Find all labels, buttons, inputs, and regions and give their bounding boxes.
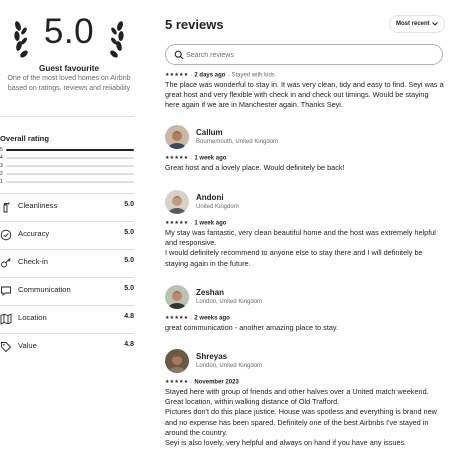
review-text xyxy=(165,163,445,173)
star-rating: ★★★★★ xyxy=(165,72,189,78)
rating-bar-label: 2 xyxy=(0,171,3,177)
reviewer-name: Shreyas xyxy=(196,352,228,361)
star-rating: ★★★★★ xyxy=(165,379,189,385)
separator-dot: · xyxy=(190,72,193,79)
rating-bar-row xyxy=(0,162,134,170)
search-reviews-input[interactable] xyxy=(186,49,426,61)
review-item xyxy=(165,349,445,448)
review-date: November 2023 xyxy=(194,379,239,386)
reviewer-location: London, United Kingdom xyxy=(196,363,263,369)
review-paragraph: The place was wonderful to stay in. It was very clean, tidy and easy to find. Seyi was a great host and very flexible with check in and check out timings. Would be staying here again if we are in Manchester again. Thanks Seyi. xyxy=(165,80,444,110)
review-paragraph: Great host and a lovely place. Would definitely be back! xyxy=(165,163,345,172)
review-item xyxy=(165,285,445,333)
category-label: Cleanliness xyxy=(18,201,58,210)
category-score: 4.8 xyxy=(124,313,134,320)
rating-bar-label: 1 xyxy=(0,179,3,185)
category-rating-accuracy xyxy=(0,221,134,249)
category-label: Location xyxy=(18,313,47,322)
star-rating: ★★★★★ xyxy=(165,155,189,161)
category-rating-cleanliness xyxy=(0,193,134,221)
review-date: 1 week ago xyxy=(194,155,227,162)
rating-bar-row xyxy=(0,146,134,154)
category-score: 5.0 xyxy=(124,201,134,208)
rating-distribution xyxy=(0,146,134,186)
rating-bar-label: 3 xyxy=(0,163,3,169)
review-meta xyxy=(165,70,445,80)
review-paragraph: My stay was fantastic, very clean beautiful home and the host was extremely helpful and responsive. xyxy=(165,228,436,248)
separator-dot: · xyxy=(190,315,193,322)
guest-favourite-description: One of the most loved homes on Airbnb based on ratings, reviews and reliability xyxy=(7,75,131,92)
review-text xyxy=(165,323,445,333)
laurel-right-icon xyxy=(106,16,126,60)
overall-rating-title: Overall rating xyxy=(0,134,49,143)
rating-bar-row xyxy=(0,170,134,178)
rating-bar-fill xyxy=(6,149,134,151)
star-rating: ★★★★★ xyxy=(165,315,189,321)
reviewer-name: Callum xyxy=(196,128,223,137)
avatar[interactable] xyxy=(165,190,189,214)
rating-bar-label: 5 xyxy=(0,147,3,153)
category-rating-location xyxy=(0,305,134,333)
review-paragraph: Seyi is also lovely, very helpful and always on hand if you have any issues. xyxy=(165,438,407,448)
reviews-panel xyxy=(165,0,450,450)
rating-bar-track xyxy=(6,165,134,167)
review-paragraph: Pictures don't do this place justice. House was spotless and everything is brand new and no expense has been spared. Definitely one of the best Airbnbs I've stayed in around the country. xyxy=(165,407,437,437)
category-label: Check-in xyxy=(18,257,48,266)
reviewer-name: Andoni xyxy=(196,193,224,202)
map-icon xyxy=(0,312,12,324)
search-reviews-box[interactable] xyxy=(165,44,443,65)
review-meta xyxy=(165,313,445,323)
star-rating: ★★★★★ xyxy=(165,220,189,226)
check-circle-icon xyxy=(0,228,12,240)
separator-dot: · xyxy=(227,72,230,79)
review-paragraph: great communication - another amazing place to stay. xyxy=(165,323,339,332)
review-author[interactable] xyxy=(165,285,445,313)
rating-bar-track xyxy=(6,173,134,175)
rating-bar-track xyxy=(6,149,134,151)
category-label: Accuracy xyxy=(18,229,50,238)
avatar[interactable] xyxy=(165,125,189,149)
review-date: 1 week ago xyxy=(194,220,227,227)
category-score: 4.8 xyxy=(124,341,134,348)
avatar[interactable] xyxy=(165,285,189,309)
review-item xyxy=(165,70,445,111)
chevron-down-icon xyxy=(432,22,438,26)
rating-summary-panel xyxy=(0,0,138,450)
rating-bar-label: 4 xyxy=(0,155,3,161)
rating-bar-track xyxy=(6,157,134,159)
review-item xyxy=(165,190,445,269)
separator-dot: · xyxy=(190,155,193,162)
review-date: 2 days ago xyxy=(194,72,226,79)
review-paragraph: Stayed here with group of friends and other halves over a United match weekend. Great location, within walking distance of Old Trafford. xyxy=(165,387,429,407)
reviews-count-heading: 5 reviews xyxy=(165,17,224,32)
review-author[interactable] xyxy=(165,349,445,377)
review-author[interactable] xyxy=(165,190,445,218)
reviewer-location: London, United Kingdom xyxy=(196,299,263,305)
review-item xyxy=(165,125,445,173)
rating-bar-row xyxy=(0,154,134,162)
reviewer-location: United Kingdom xyxy=(196,204,239,210)
chat-bubble-icon xyxy=(0,284,12,296)
review-meta xyxy=(165,218,445,228)
review-meta xyxy=(165,153,445,163)
price-tag-icon xyxy=(0,340,12,352)
separator-dot: · xyxy=(190,220,193,227)
category-label: Communication xyxy=(18,285,71,294)
category-rating-communication xyxy=(0,277,134,305)
guest-favourite-badge xyxy=(0,12,138,62)
category-rating-check-in xyxy=(0,249,134,277)
review-text xyxy=(165,228,445,269)
review-author[interactable] xyxy=(165,125,445,153)
overall-score: 5.0 xyxy=(43,12,95,51)
key-icon xyxy=(0,256,12,268)
reviewer-location: Bournemouth, United Kingdom xyxy=(196,139,279,145)
category-label: Value xyxy=(18,341,37,350)
rating-bar-row xyxy=(0,178,134,186)
review-text xyxy=(165,80,445,111)
category-score: 5.0 xyxy=(124,285,134,292)
review-meta xyxy=(165,377,445,387)
spray-bottle-icon xyxy=(0,200,12,212)
reviewer-name: Zeshan xyxy=(196,288,225,297)
rating-bar-track xyxy=(6,181,134,183)
category-rating-value xyxy=(0,333,134,361)
category-score: 5.0 xyxy=(124,257,134,264)
avatar[interactable] xyxy=(165,349,189,373)
stay-type: Stayed with kids xyxy=(231,72,275,79)
sort-dropdown-label: Most recent xyxy=(396,21,430,27)
divider xyxy=(0,116,134,117)
review-paragraph: I would definitely recommend to anyone else to stay there and I will definitely be staying again in the future. xyxy=(165,248,423,268)
separator-dot: · xyxy=(190,379,193,386)
review-date: 2 weeks ago xyxy=(194,315,230,322)
category-score: 5.0 xyxy=(124,229,134,236)
review-text xyxy=(165,387,445,448)
sort-dropdown[interactable] xyxy=(389,15,445,33)
search-icon xyxy=(174,50,184,60)
guest-favourite-title: Guest favourite xyxy=(38,64,100,73)
